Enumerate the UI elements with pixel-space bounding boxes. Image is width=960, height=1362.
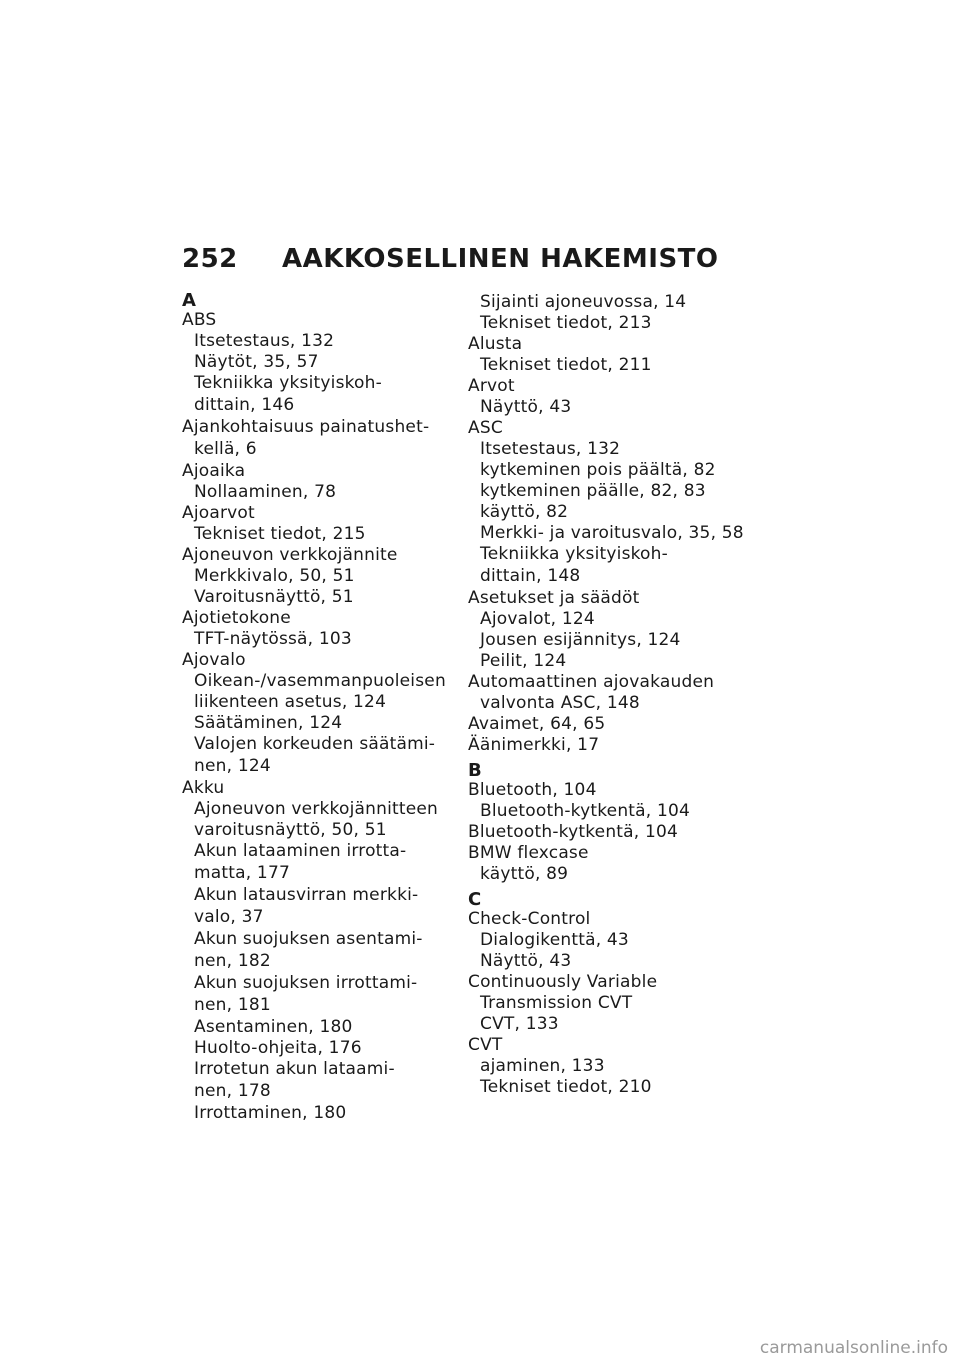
index-entry: Bluetooth-kytkentä, 104 bbox=[468, 822, 679, 842]
index-subentry: Säätäminen, 124 bbox=[194, 713, 343, 733]
index-subentry: Peilit, 124 bbox=[480, 651, 567, 671]
index-subentry: Valojen korkeuden säätämi- bbox=[194, 734, 436, 754]
index-subentry: valvonta ASC, 148 bbox=[480, 693, 640, 713]
index-subentry: Tekniset tiedot, 215 bbox=[194, 524, 366, 544]
index-subentry: kytkeminen päälle, 82, 83 bbox=[480, 481, 706, 501]
index-subentry: Akun lataaminen irrotta- bbox=[194, 841, 407, 861]
index-entry: Äänimerkki, 17 bbox=[468, 735, 600, 755]
index-subentry: Akun latausvirran merkki- bbox=[194, 885, 419, 905]
index-subentry: Näyttö, 43 bbox=[480, 951, 572, 971]
index-subentry: varoitusnäyttö, 50, 51 bbox=[194, 820, 387, 840]
index-entry: Ajoaika bbox=[182, 461, 246, 481]
index-entry: Akku bbox=[182, 778, 225, 798]
index-subentry: nen, 182 bbox=[194, 951, 271, 971]
index-subentry: Tekniikka yksityiskoh- bbox=[480, 544, 668, 564]
index-subentry: dittain, 146 bbox=[194, 395, 295, 415]
index-subentry: Irrotetun akun lataami- bbox=[194, 1059, 395, 1079]
index-entry: CVT bbox=[468, 1035, 503, 1055]
page-header bbox=[182, 244, 719, 274]
index-subentry: Irrottaminen, 180 bbox=[194, 1103, 347, 1123]
index-subentry: Tekniset tiedot, 210 bbox=[480, 1077, 652, 1097]
watermark: carmanualsonline.info bbox=[759, 1338, 948, 1358]
index-subentry: Sijainti ajoneuvossa, 14 bbox=[480, 292, 687, 312]
index-subentry: Asentaminen, 180 bbox=[194, 1017, 353, 1037]
index-subentry: Oikean-/vasemmanpuoleisen bbox=[194, 671, 446, 691]
index-entry: ASC bbox=[468, 418, 503, 438]
index-entry: Bluetooth, 104 bbox=[468, 780, 597, 800]
index-entry: Ajoarvot bbox=[182, 503, 255, 523]
index-subentry: Dialogikenttä, 43 bbox=[480, 930, 629, 950]
index-subentry: dittain, 148 bbox=[480, 566, 581, 586]
index-subentry: Tekniset tiedot, 213 bbox=[480, 313, 652, 333]
index-column-right bbox=[468, 292, 758, 1098]
index-subentry: Tekniikka yksityiskoh- bbox=[194, 373, 382, 393]
index-entry: ABS bbox=[182, 310, 217, 330]
index-entry: Alusta bbox=[468, 334, 523, 354]
index-subentry: Itsetestaus, 132 bbox=[194, 331, 335, 351]
index-subentry: käyttö, 82 bbox=[480, 502, 569, 522]
index-subentry: ajaminen, 133 bbox=[480, 1056, 605, 1076]
index-entry: Ajoneuvon verkkojännite bbox=[182, 545, 398, 565]
index-subentry: Akun suojuksen irrottami- bbox=[194, 973, 418, 993]
index-subentry: Itsetestaus, 132 bbox=[480, 439, 621, 459]
index-subentry: Näytöt, 35, 57 bbox=[194, 352, 319, 372]
page-title: AAKKOSELLINEN HAKEMISTO bbox=[282, 244, 719, 274]
index-entry: Ajotietokone bbox=[182, 608, 291, 628]
index-entry: Asetukset ja säädöt bbox=[468, 588, 640, 608]
index-subentry: Näyttö, 43 bbox=[480, 397, 572, 417]
index-subentry: Ajovalot, 124 bbox=[480, 609, 595, 629]
index-entry: Automaattinen ajovakauden bbox=[468, 672, 715, 692]
index-subentry: Nollaaminen, 78 bbox=[194, 482, 337, 502]
index-subentry: Ajoneuvon verkkojännitteen bbox=[194, 799, 439, 819]
index-subentry: käyttö, 89 bbox=[480, 864, 569, 884]
index-entry: Check-Control bbox=[468, 909, 591, 929]
index-entry: Ajovalo bbox=[182, 650, 246, 670]
index-subentry: Merkki- ja varoitusvalo, 35, 58 bbox=[480, 523, 744, 543]
index-subentry: Akun suojuksen asentami- bbox=[194, 929, 423, 949]
index-subentry: Transmission CVT bbox=[480, 993, 633, 1013]
index-subentry: Tekniset tiedot, 211 bbox=[480, 355, 652, 375]
index-subentry: TFT-näytössä, 103 bbox=[194, 629, 352, 649]
index-subentry: matta, 177 bbox=[194, 863, 290, 883]
index-subentry: kytkeminen pois päältä, 82 bbox=[480, 460, 716, 480]
index-subentry: nen, 124 bbox=[194, 756, 271, 776]
index-subentry: valo, 37 bbox=[194, 907, 264, 927]
index-subentry: CVT, 133 bbox=[480, 1014, 559, 1034]
index-subentry: Jousen esijännitys, 124 bbox=[480, 630, 681, 650]
letter-heading: C bbox=[468, 889, 482, 910]
index-subentry: nen, 181 bbox=[194, 995, 271, 1015]
index-subentry: Varoitusnäyttö, 51 bbox=[194, 587, 354, 607]
index-subentry: nen, 178 bbox=[194, 1081, 271, 1101]
letter-heading: A bbox=[182, 290, 197, 311]
index-entry: BMW flexcase bbox=[468, 843, 589, 863]
index-entry: Continuously Variable bbox=[468, 972, 658, 992]
index-subentry: Bluetooth-kytkentä, 104 bbox=[480, 801, 691, 821]
index-entry: Avaimet, 64, 65 bbox=[468, 714, 606, 734]
index-column-left bbox=[182, 292, 472, 1124]
index-entry: Arvot bbox=[468, 376, 515, 396]
page-number: 252 bbox=[182, 244, 238, 274]
index-subentry: liikenteen asetus, 124 bbox=[194, 692, 387, 712]
letter-heading: B bbox=[468, 760, 482, 781]
index-subentry: Huolto-ohjeita, 176 bbox=[194, 1038, 362, 1058]
index-subentry: Merkkivalo, 50, 51 bbox=[194, 566, 355, 586]
index-subentry: kellä, 6 bbox=[194, 439, 257, 459]
index-entry: Ajankohtaisuus painatushet- bbox=[182, 417, 430, 437]
